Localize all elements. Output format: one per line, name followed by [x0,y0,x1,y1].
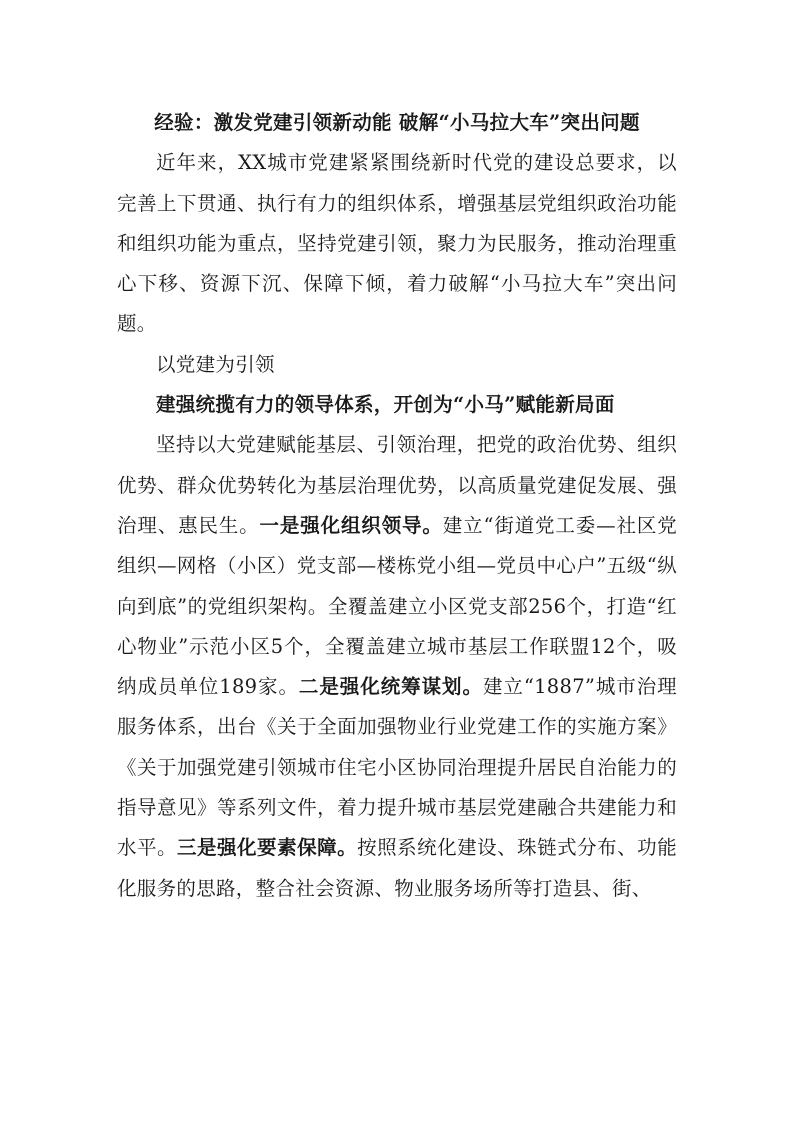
intro-paragraph: 近年来，XX城市党建紧紧围绕新时代党的建设总要求，以完善上下贯通、执行有力的组织体系，增强基层党组织政治功能和组织功能为重点，坚持党建引领，聚力为民服务，推动治理重心下移、资源下沉、保障下倾，着力破解“小马拉大车”突出问题。 [117,151,677,336]
point-3-lead: 三是强化要素保障。 [177,836,358,860]
point-2-text: 建立“1887”城市治理服务体系，出台《关于全面加强物业行业党建工作的实施方案》《关于加强党建引领城市住宅小区协同治理提升居民自治能力的指导意见》等系列文件，着力提升城市基层党建融合共建能力和水平。 [117,675,677,860]
point-2-lead: 二是强化统筹谋划。 [298,675,483,699]
document-content [117,103,677,909]
body-paragraph [117,425,677,909]
point-1-lead: 一是强化组织领导。 [259,513,443,537]
point-1-text: 建立“街道党工委—社区党组织—网格（小区）党支部—楼栋党小组—党员中心户”五级“纵向到底”的党组织架构。全覆盖建立小区党支部256个，打造“红心物业”示范小区5个，全覆盖建立城市基层工作联盟12个，吸纳成员单位189家。 [117,513,678,699]
section-heading: 以党建为引领 [156,352,275,376]
document-title: 经验：激发党建引领新动能 破解“小马拉大车”突出问题 [154,111,640,134]
subsection-heading: 建强统揽有力的领导体系，开创为“小马”赋能新局面 [156,393,615,417]
point-3-text: 按照系统化建设、珠链式分布、功能化服务的思路，整合社会资源、物业服务场所等打造县、街、 [117,836,677,900]
body-opening-text: 坚持以大党建赋能基层、引领治理，把党的政治优势、组织优势、群众优势转化为基层治理优势，以高质量党建促发展、强治理、惠民生。 [117,433,677,537]
